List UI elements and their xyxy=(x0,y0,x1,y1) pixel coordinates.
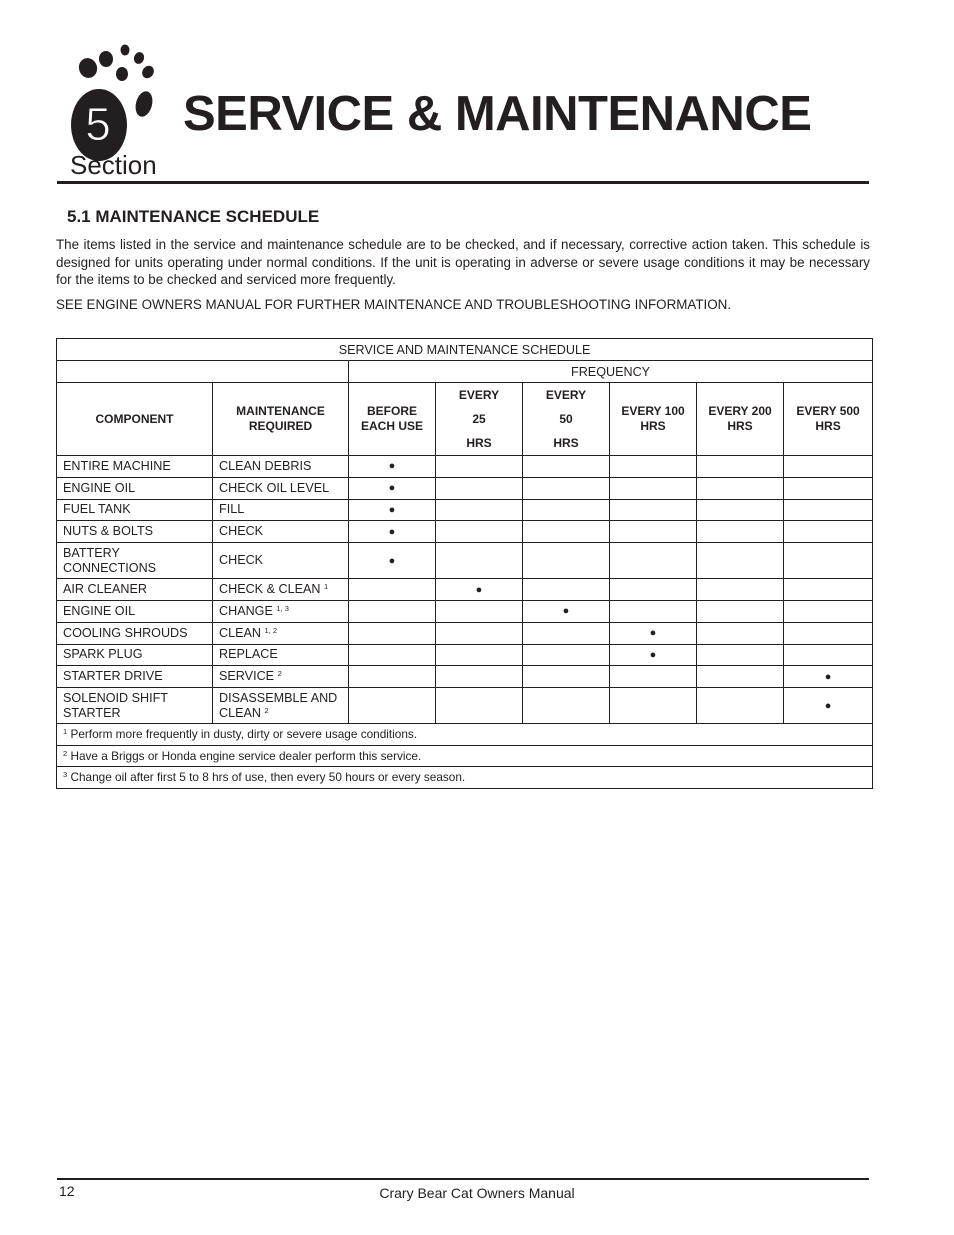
component-cell: NUTS & BOLTS xyxy=(57,521,213,543)
engine-manual-note: SEE ENGINE OWNERS MANUAL FOR FURTHER MAINTENANCE AND TROUBLESHOOTING INFORMATION. xyxy=(56,297,732,312)
footnote-row xyxy=(57,745,873,767)
empty-cell xyxy=(697,666,784,688)
maintenance-cell: CHECK OIL LEVEL xyxy=(213,477,349,499)
empty-cell xyxy=(523,688,610,724)
empty-cell xyxy=(523,666,610,688)
component-cell: AIR CLEANER xyxy=(57,579,213,601)
maintenance-cell: CLEAN DEBRIS xyxy=(213,456,349,478)
empty-cell xyxy=(436,666,523,688)
empty-cell xyxy=(523,543,610,579)
empty-cell xyxy=(697,600,784,622)
empty-cell xyxy=(610,666,697,688)
frequency-row xyxy=(57,361,873,383)
section-number: 5 xyxy=(85,98,111,150)
blank-cell xyxy=(57,361,349,383)
empty-cell xyxy=(523,644,610,666)
empty-cell xyxy=(784,477,873,499)
empty-cell xyxy=(697,644,784,666)
empty-cell xyxy=(784,600,873,622)
empty-cell xyxy=(349,688,436,724)
table-row xyxy=(57,477,873,499)
interval-dot: ● xyxy=(436,579,523,601)
table-row xyxy=(57,622,873,644)
empty-cell xyxy=(523,456,610,478)
table-row xyxy=(57,666,873,688)
maintenance-cell: CLEAN $^{1, 2}$ xyxy=(213,622,349,644)
empty-cell xyxy=(784,644,873,666)
maintenance-schedule-table xyxy=(56,338,873,789)
component-cell: ENTIRE MACHINE xyxy=(57,456,213,478)
footnote-ref: 2 xyxy=(277,669,282,679)
empty-cell xyxy=(784,456,873,478)
intro-paragraph: The items listed in the service and maintenance schedule are to be checked, and if necessary, corrective action taken. This schedule is designed for units operating under normal conditions. If the unit is operating in adverse or severe usage conditions it may be necessary for the items to be checked and serviced more frequently. xyxy=(56,237,870,287)
col-header-every-500: EVERY 500 HRS xyxy=(784,383,873,456)
footnote-ref: 1, 3 xyxy=(276,603,289,613)
table-row xyxy=(57,456,873,478)
empty-cell xyxy=(697,456,784,478)
component-cell: SPARK PLUG xyxy=(57,644,213,666)
empty-cell xyxy=(784,543,873,579)
footnote-ref: 2 xyxy=(264,705,269,715)
maintenance-cell: CHANGE $^{1, 3}$ xyxy=(213,600,349,622)
col-header-every-100: EVERY 100 HRS xyxy=(610,383,697,456)
empty-cell xyxy=(523,579,610,601)
col-header-component: COMPONENT xyxy=(57,383,213,456)
interval-dot: ● xyxy=(610,644,697,666)
table-row xyxy=(57,644,873,666)
maintenance-cell: CHECK xyxy=(213,521,349,543)
empty-cell xyxy=(697,499,784,521)
maintenance-cell: SERVICE $^2$ xyxy=(213,666,349,688)
maintenance-cell: FILL xyxy=(213,499,349,521)
interval-dot: ● xyxy=(349,456,436,478)
component-cell: ENGINE OIL xyxy=(57,477,213,499)
empty-cell xyxy=(697,622,784,644)
component-cell: FUEL TANK xyxy=(57,499,213,521)
empty-cell xyxy=(610,543,697,579)
table-row xyxy=(57,521,873,543)
empty-cell xyxy=(697,579,784,601)
maintenance-cell: REPLACE xyxy=(213,644,349,666)
empty-cell xyxy=(610,688,697,724)
table-row xyxy=(57,499,873,521)
table-row xyxy=(57,688,873,724)
footnote-row xyxy=(57,767,873,789)
empty-cell xyxy=(610,477,697,499)
footnote-ref: 1, 2 xyxy=(264,625,278,635)
interval-dot: ● xyxy=(349,543,436,579)
empty-cell xyxy=(349,666,436,688)
table-title-row xyxy=(57,339,873,361)
interval-dot: ● xyxy=(349,499,436,521)
empty-cell xyxy=(784,521,873,543)
maintenance-cell: DISASSEMBLE AND CLEAN $^2$ xyxy=(213,688,349,724)
col-header-maintenance: MAINTENANCE REQUIRED xyxy=(213,383,349,456)
empty-cell xyxy=(436,477,523,499)
footnote: $^2$ Have a Briggs or Honda engine service dealer perform this service. xyxy=(57,745,873,767)
table-row xyxy=(57,543,873,579)
col-header-every-200: EVERY 200 HRS xyxy=(697,383,784,456)
empty-cell xyxy=(436,499,523,521)
section-label: Section xyxy=(70,150,157,180)
page-title: SERVICE & MAINTENANCE xyxy=(183,87,812,141)
interval-dot: ● xyxy=(784,666,873,688)
empty-cell xyxy=(436,688,523,724)
header-divider xyxy=(57,181,869,184)
footnote-row xyxy=(57,724,873,746)
empty-cell xyxy=(523,622,610,644)
component-cell: BATTERY CONNECTIONS xyxy=(57,543,213,579)
footer-divider xyxy=(57,1178,869,1180)
subsection-heading: 5.1 MAINTENANCE SCHEDULE xyxy=(67,207,320,226)
empty-cell xyxy=(523,521,610,543)
empty-cell xyxy=(610,499,697,521)
empty-cell xyxy=(784,579,873,601)
empty-cell xyxy=(436,456,523,478)
table-row xyxy=(57,600,873,622)
page-number: 12 xyxy=(59,1183,75,1199)
component-cell: STARTER DRIVE xyxy=(57,666,213,688)
empty-cell xyxy=(436,622,523,644)
maintenance-cell: CHECK & CLEAN $^1$ xyxy=(213,579,349,601)
empty-cell xyxy=(610,456,697,478)
footnote: $^3$ Change oil after first 5 to 8 hrs of use, then every 50 hours or every season. xyxy=(57,767,873,789)
empty-cell xyxy=(349,579,436,601)
interval-dot: ● xyxy=(349,477,436,499)
empty-cell xyxy=(610,600,697,622)
maintenance-cell: CHECK xyxy=(213,543,349,579)
footnote: $^1$ Perform more frequently in dusty, dirty or severe usage conditions. xyxy=(57,724,873,746)
manual-title: Crary Bear Cat Owners Manual xyxy=(379,1185,575,1201)
empty-cell xyxy=(784,622,873,644)
interval-dot: ● xyxy=(523,600,610,622)
empty-cell xyxy=(349,644,436,666)
component-cell: ENGINE OIL xyxy=(57,600,213,622)
interval-dot: ● xyxy=(784,688,873,724)
empty-cell xyxy=(436,644,523,666)
empty-cell xyxy=(436,543,523,579)
interval-dot: ● xyxy=(349,521,436,543)
empty-cell xyxy=(784,499,873,521)
empty-cell xyxy=(523,477,610,499)
empty-cell xyxy=(349,622,436,644)
empty-cell xyxy=(697,521,784,543)
col-header-before-each-use: BEFORE EACH USE xyxy=(349,383,436,456)
col-header-every-25: EVERY 25 HRS xyxy=(436,383,523,456)
component-cell: SOLENOID SHIFT STARTER xyxy=(57,688,213,724)
empty-cell xyxy=(697,688,784,724)
empty-cell xyxy=(349,600,436,622)
empty-cell xyxy=(697,477,784,499)
table-row xyxy=(57,579,873,601)
frequency-label: FREQUENCY xyxy=(349,361,873,383)
empty-cell xyxy=(436,600,523,622)
empty-cell xyxy=(523,499,610,521)
interval-dot: ● xyxy=(610,622,697,644)
empty-cell xyxy=(610,579,697,601)
column-header-row xyxy=(57,383,873,456)
component-cell: COOLING SHROUDS xyxy=(57,622,213,644)
table-title: SERVICE AND MAINTENANCE SCHEDULE xyxy=(57,339,873,361)
col-header-every-50: EVERY 50 HRS xyxy=(523,383,610,456)
empty-cell xyxy=(610,521,697,543)
empty-cell xyxy=(436,521,523,543)
empty-cell xyxy=(697,543,784,579)
footnote-ref: 1 xyxy=(323,582,329,592)
